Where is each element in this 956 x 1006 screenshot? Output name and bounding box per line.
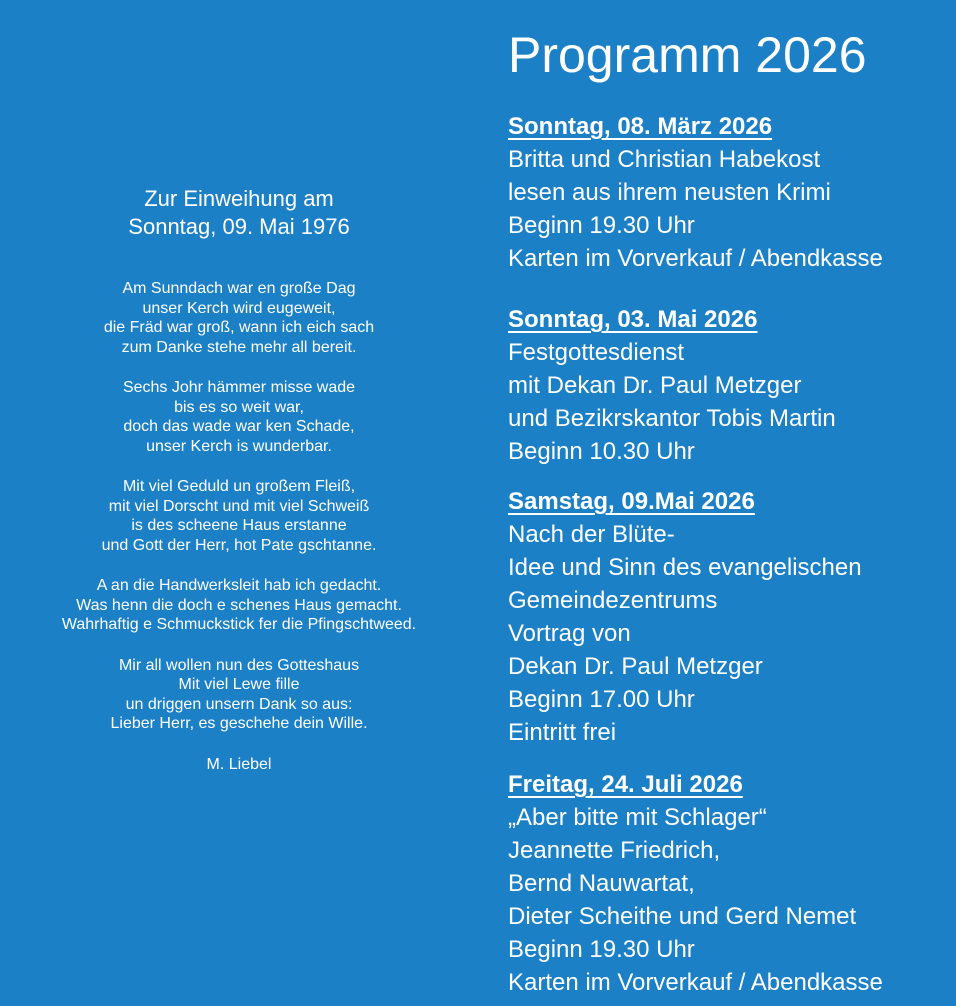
poem-line: Lieber Herr, es geschehe dein Wille. — [110, 715, 368, 732]
poem-line: Was henn die doch e schenes Haus gemacht. — [76, 596, 402, 614]
poem-line: is des scheene Haus erstanne — [131, 517, 347, 534]
poem-stanza-2 — [0, 378, 478, 456]
event-date: Freitag, 24. Juli 2026 — [508, 771, 743, 798]
program-column — [508, 0, 956, 999]
poem-line: bis es so weit war, — [174, 398, 304, 416]
event-line: Dekan Dr. Paul Metzger — [508, 653, 763, 680]
poem-line: zum Danke stehe mehr all bereit. — [121, 338, 357, 356]
event-section-3 — [508, 485, 956, 749]
poem-signature: M. Liebel — [206, 755, 272, 773]
event-line: Eintritt frei — [508, 719, 617, 746]
poem-line: Wahrhaftig e Schmuckstick fer die Pfingschtweed. — [61, 616, 417, 633]
event-line: Jeannette Friedrich, — [508, 837, 721, 864]
event-date: Sonntag, 03. Mai 2026 — [508, 306, 758, 333]
event-line: Beginn 19.30 Uhr — [508, 212, 695, 239]
event-line: „Aber bitte mit Schlager“ — [508, 804, 767, 831]
event-line: Beginn 10.30 Uhr — [508, 438, 695, 465]
event-line: Gemeindezentrums — [508, 587, 718, 614]
event-line: Beginn 17.00 Uhr — [508, 686, 695, 713]
poem-stanza-5 — [0, 656, 478, 734]
event-line: lesen aus ihrem neusten Krimi — [508, 179, 831, 206]
event-line: Nach der Blüte- — [508, 521, 675, 548]
event-section-2 — [508, 303, 956, 468]
poem-line: und Gott der Herr, hot Pate gschtanne. — [101, 536, 377, 554]
poem-line: mit viel Dorscht und mit viel Schweiß — [108, 497, 370, 515]
event-line: Britta und Christian Habekost — [508, 146, 821, 173]
event-line: Vortrag von — [508, 620, 631, 647]
event-line: Beginn 19.30 Uhr — [508, 936, 695, 963]
event-date: Samstag, 09.Mai 2026 — [508, 488, 755, 515]
event-line: Karten im Vorverkauf / Abendkasse — [508, 245, 883, 272]
poem-line: Mir all wollen nun des Gotteshaus — [118, 656, 360, 674]
poem-line: Am Sunndach war en große Dag — [122, 280, 356, 297]
poem-stanza-3 — [0, 477, 478, 555]
event-date: Sonntag, 08. März 2026 — [508, 113, 773, 140]
poem-stanza-1 — [0, 279, 478, 357]
event-line: und Bezikrskantor Tobis Martin — [508, 405, 836, 432]
poem-line: unser Kerch is wunderbar. — [146, 437, 332, 455]
poem-line: Sechs Johr hämmer misse wade — [122, 379, 356, 396]
poem-heading — [0, 0, 478, 241]
poem-heading-line: Zur Einweihung am — [144, 186, 334, 211]
poem-line: A an die Handwerksleit hab ich gedacht. — [96, 577, 382, 594]
event-line: Idee und Sinn des evangelischen — [508, 554, 862, 581]
dedication-column — [0, 0, 478, 774]
poem-line: Mit viel Lewe fille — [178, 676, 300, 693]
poem-line: un driggen unsern Dank so aus: — [125, 695, 353, 713]
event-line: Karten im Vorverkauf / Abendkasse — [508, 969, 883, 996]
poem-stanza-4 — [0, 576, 478, 635]
event-line: Dieter Scheithe und Gerd Nemet — [508, 903, 857, 930]
poem-heading-line: Sonntag, 09. Mai 1976 — [128, 214, 350, 239]
event-line: mit Dekan Dr. Paul Metzger — [508, 372, 802, 399]
poem-line: Mit viel Geduld un großem Fleiß, — [122, 478, 356, 495]
poem-line: die Fräd war groß, wann ich eich sach — [103, 319, 375, 336]
event-line: Bernd Nauwartat, — [508, 870, 695, 897]
event-section-1 — [508, 110, 956, 275]
program-title: Programm 2026 — [508, 27, 867, 83]
poem-line: unser Kerch wird eugeweit, — [142, 299, 336, 317]
event-line: Festgottesdienst — [508, 339, 685, 366]
poem-line: doch das wade war ken Schade, — [123, 418, 355, 435]
event-section-4 — [508, 768, 956, 999]
